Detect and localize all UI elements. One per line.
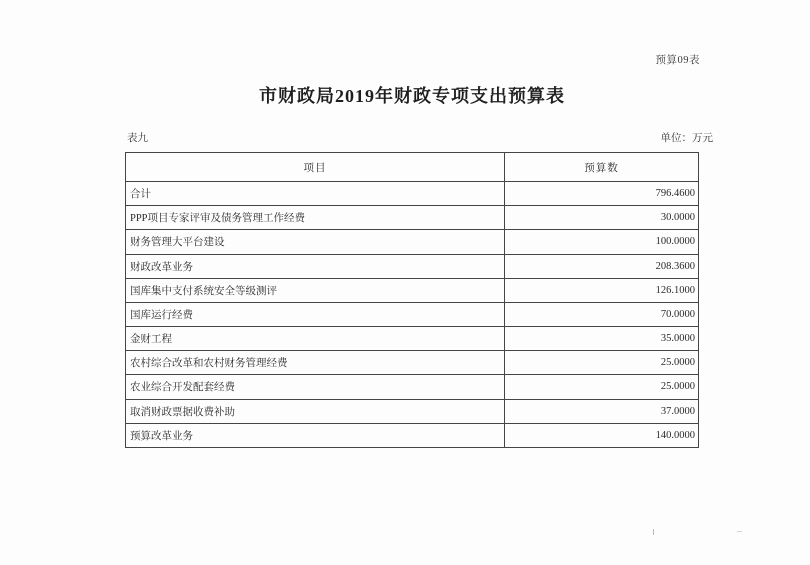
value-cell: 70.0000 bbox=[505, 302, 699, 326]
item-cell: 农村综合改革和农村财务管理经费 bbox=[126, 351, 505, 375]
table-row bbox=[126, 327, 699, 351]
column-header-value: 预算数 bbox=[505, 153, 699, 182]
table-row bbox=[126, 278, 699, 302]
table-row bbox=[126, 254, 699, 278]
table-row bbox=[126, 375, 699, 399]
table-number-label: 表九 bbox=[127, 133, 148, 144]
value-cell: 37.0000 bbox=[505, 399, 699, 423]
item-cell: 国库运行经费 bbox=[126, 302, 505, 326]
item-cell: 农业综合开发配套经费 bbox=[126, 375, 505, 399]
value-cell: 25.0000 bbox=[505, 351, 699, 375]
scan-speck bbox=[653, 529, 654, 535]
value-cell: 30.0000 bbox=[505, 206, 699, 230]
form-number-label: 预算09表 bbox=[655, 55, 700, 66]
item-cell: 国库集中支付系统安全等级测评 bbox=[126, 278, 505, 302]
item-cell: 合计 bbox=[126, 182, 505, 206]
unit-label: 单位：万元 bbox=[660, 133, 713, 144]
column-header-item: 项目 bbox=[126, 153, 505, 182]
value-cell: 126.1000 bbox=[505, 278, 699, 302]
scan-speck bbox=[737, 531, 742, 532]
table-row bbox=[126, 302, 699, 326]
item-cell: 取消财政票据收费补助 bbox=[126, 399, 505, 423]
table-row bbox=[126, 351, 699, 375]
table-row bbox=[126, 206, 699, 230]
item-cell: 财务管理大平台建设 bbox=[126, 230, 505, 254]
item-cell: 金财工程 bbox=[126, 327, 505, 351]
table-row bbox=[126, 423, 699, 447]
table-row bbox=[126, 182, 699, 206]
value-cell: 25.0000 bbox=[505, 375, 699, 399]
table-row bbox=[126, 230, 699, 254]
value-cell: 208.3600 bbox=[505, 254, 699, 278]
item-cell: PPP项目专家评审及债务管理工作经费 bbox=[126, 206, 505, 230]
item-cell: 财政改革业务 bbox=[126, 254, 505, 278]
value-cell: 35.0000 bbox=[505, 327, 699, 351]
page-title: 市财政局2019年财政专项支出预算表 bbox=[259, 86, 565, 106]
value-cell: 100.0000 bbox=[505, 230, 699, 254]
budget-table bbox=[125, 152, 699, 448]
value-cell: 796.4600 bbox=[505, 182, 699, 206]
value-cell: 140.0000 bbox=[505, 423, 699, 447]
item-cell: 预算改革业务 bbox=[126, 423, 505, 447]
table-row bbox=[126, 399, 699, 423]
table-header-row bbox=[126, 153, 699, 182]
